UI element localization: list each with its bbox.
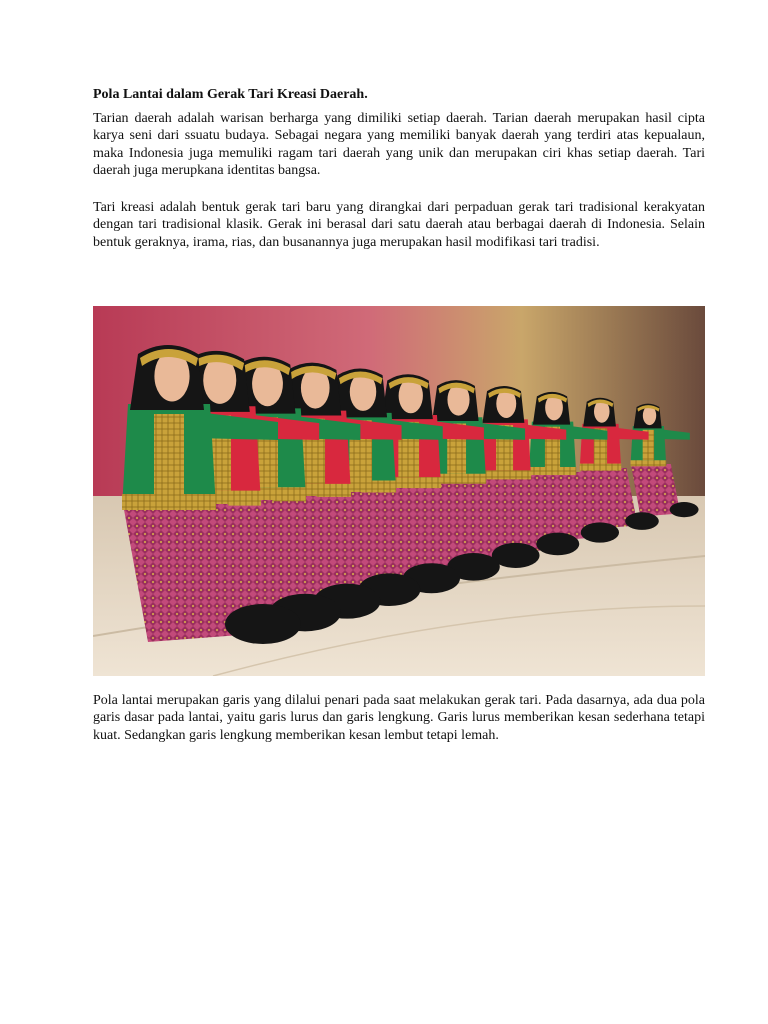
paragraph-tari-kreasi: Tari kreasi adalah bentuk gerak tari baru yang dirangkai dari perpaduan gerak tari tradisional kerakyatan dengan tari tradisional klasik. Gerak ini berasal dari satu daerah atau berbagai daerah di Indonesia. Selain bentuk geraknya, irama, rias, dan busanannya juga merupakan hasil modifikasi tari tradisi.: [93, 200, 705, 250]
dancers-photo: [93, 306, 705, 676]
document-title: Pola Lantai dalam Gerak Tari Kreasi Daerah.: [93, 87, 368, 102]
paragraph-pola-lantai: Pola lantai merupakan garis yang dilalui penari pada saat melakukan gerak tari. Pada dasarnya, ada dua pola garis dasar pada lantai, yaitu garis lurus dan garis lengkung. Garis lurus memberikan kesan sederhana tetapi kuat. Sedangkan garis lengkung memberikan kesan lembut tetapi lemah.: [93, 693, 705, 743]
dancers-illustration: [93, 306, 705, 676]
paragraph-intro: Tarian daerah adalah warisan berharga yang dimiliki setiap daerah. Tarian daerah merupakan hasil cipta karya seni dari ssuatu budaya. Sebagai negara yang memiliki banyak daerah yang terdiri atas kepualaun, maka Indonesia juga memuliki ragam tari daerah yang unik dan merupakan ciri khas setiap daerah. Tari daerah juga merupkana identitas bangsa.: [93, 111, 705, 179]
